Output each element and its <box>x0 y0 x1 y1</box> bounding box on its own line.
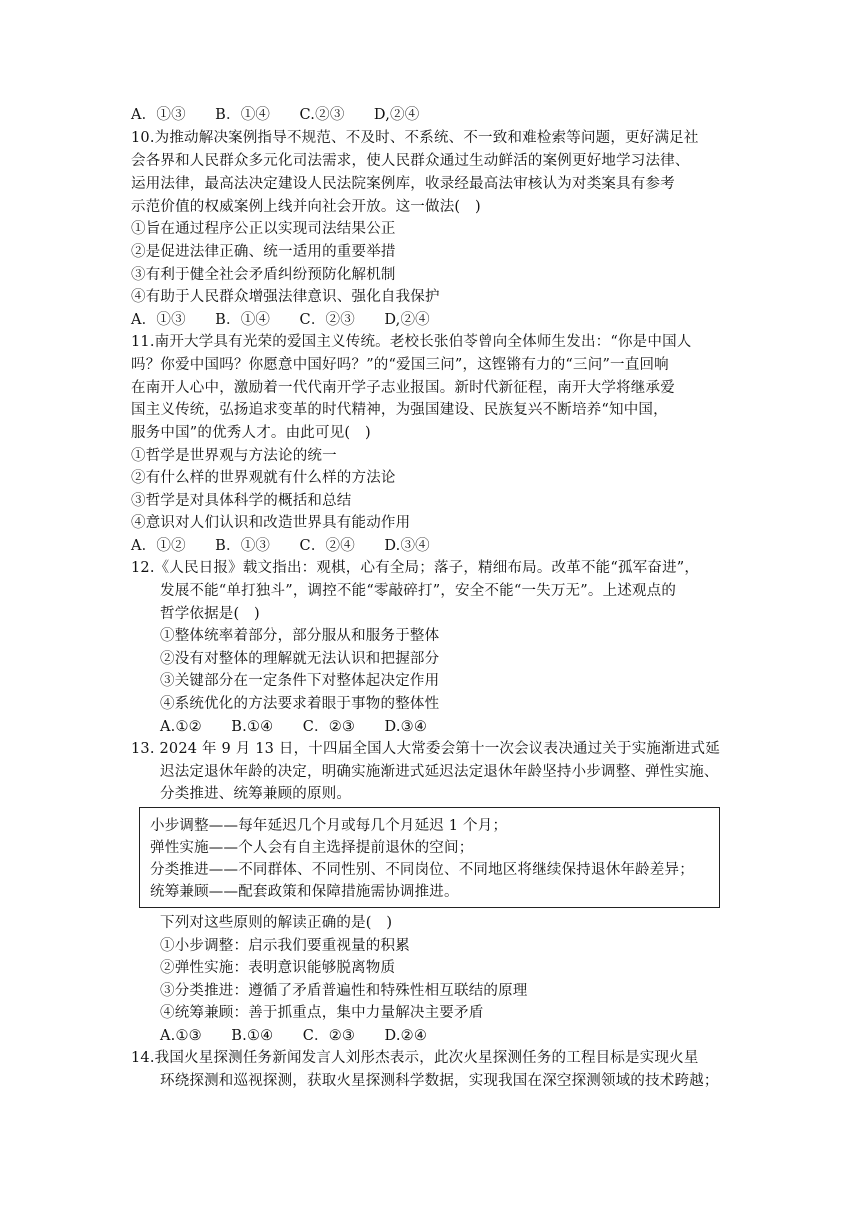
q11-item: ①哲学是世界观与方法论的统一 <box>131 448 337 464</box>
q10-stem-line: 10.为推动解决案例指导不规范、不及时、不系统、不一致和难检索等问题，更好满足社 <box>131 130 699 146</box>
q11-item: ④意识对人们认识和改造世界具有能动作用 <box>131 515 411 531</box>
box-line: 弹性实施——个人会有自主选择提前退休的空间； <box>150 840 474 856</box>
box-line: 分类推进——不同群体、不同性别、不同岗位、不同地区将继续保持退休年龄差异； <box>150 862 694 878</box>
q11-stem-line: 服务中国”的优秀人才。由此可见( ) <box>131 425 371 441</box>
box-line: 小步调整——每年延迟几个月或每几个月延迟 1 个月； <box>150 818 508 834</box>
q10-options: A．①③ B．①④ C．②③ D,②④ <box>131 312 430 328</box>
q12-options: A.①② B.①④ C．②③ D.③④ <box>160 719 428 735</box>
principles-box <box>139 807 720 908</box>
q10-stem-line: 示范价值的权威案例上线并向社会开放。这一做法( ) <box>131 199 481 215</box>
q11-options: A．①② B．①③ C．②④ D.③④ <box>131 538 430 554</box>
q12-item: ①整体统率着部分，部分服从和服务于整体 <box>160 628 440 644</box>
q11-stem-line: 吗？你爱中国吗？你愿意中国好吗？”的“爱国三问”，这铿锵有力的“三问”一直回响 <box>131 357 669 373</box>
q13-options: A.①③ B.①④ C．②③ D.②④ <box>160 1028 428 1044</box>
q13-stem-line: 分类推进、统筹兼顾的原则。 <box>160 786 352 802</box>
q9-options: A．①③ B．①④ C.②③ D,②④ <box>131 107 420 123</box>
q13-item: ②弹性实施：表明意识能够脱离物质 <box>160 960 396 976</box>
q10-item: ④有助于人民群众增强法律意识、强化自我保护 <box>131 289 440 305</box>
q13-stem-line: 迟法定退休年龄的决定，明确实施渐进式延迟法定退休年龄坚持小步调整、弹性实施、 <box>160 764 719 780</box>
q14-stem-line: 环绕探测和巡视探测，获取火星探测科学数据，实现我国在深空探测领域的技术跨越； <box>160 1073 719 1089</box>
q12-stem-line: 12.《人民日报》载文指出：观棋，心有全局；落子，精细布局。改革不能“孤军奋进”， <box>131 560 700 576</box>
q13-item: ④统筹兼顾：善于抓重点，集中力量解决主要矛盾 <box>160 1005 484 1021</box>
q13-item: ①小步调整：启示我们要重视量的积累 <box>160 938 410 954</box>
q11-stem-line: 11.南开大学具有光荣的爱国主义传统。老校长张伯苓曾向全体师生发出：“你是中国人 <box>131 334 692 350</box>
q12-item: ②没有对整体的理解就无法认识和把握部分 <box>160 651 440 667</box>
q12-item: ③关键部分在一定条件下对整体起决定作用 <box>160 673 440 689</box>
q11-item: ②有什么样的世界观就有什么样的方法论 <box>131 470 396 486</box>
q13-question: 下列对这些原则的解读正确的是( ) <box>160 915 393 931</box>
q14-stem-line: 14.我国火星探测任务新闻发言人刘彤杰表示，此次火星探测任务的工程目标是实现火星 <box>131 1050 699 1066</box>
q13-stem-line: 13. 2024 年 9 月 13 日，十四届全国人大常委会第十一次会议表决通过关于实施渐进式延 <box>131 741 720 757</box>
q10-item: ③有利于健全社会矛盾纠纷预防化解机制 <box>131 267 396 283</box>
q10-stem-line: 会各界和人民群众多元化司法需求，使人民群众通过生动鲜活的案例更好地学习法律、 <box>131 153 690 169</box>
q10-item: ②是促进法律正确、统一适用的重要举措 <box>131 244 396 260</box>
q11-stem-line: 在南开人心中，激励着一代代南开学子志业报国。新时代新征程，南开大学将继承爱 <box>131 380 675 396</box>
q11-item: ③哲学是对具体科学的概括和总结 <box>131 493 352 509</box>
q11-stem-line: 国主义传统，弘扬追求变革的时代精神，为强国建设、民族复兴不断培养“知中国， <box>131 402 668 418</box>
q12-stem-line: 发展不能“单打独斗”，调控不能“零敲碎打”，安全不能“一失万无”。上述观点的 <box>160 583 677 599</box>
q13-item: ③分类推进：遵循了矛盾普遍性和特殊性相互联结的原理 <box>160 983 528 999</box>
q10-stem-line: 运用法律，最高法决定建设人民法院案例库，收录经最高法审核认为对类案具有参考 <box>131 176 675 192</box>
q12-stem-line: 哲学依据是( ) <box>160 606 260 622</box>
q12-item: ④系统优化的方法要求着眼于事物的整体性 <box>160 696 440 712</box>
box-line: 统筹兼顾——配套政策和保障措施需协调推进。 <box>150 884 459 900</box>
q10-item: ①旨在通过程序公正以实现司法结果公正 <box>131 221 396 237</box>
